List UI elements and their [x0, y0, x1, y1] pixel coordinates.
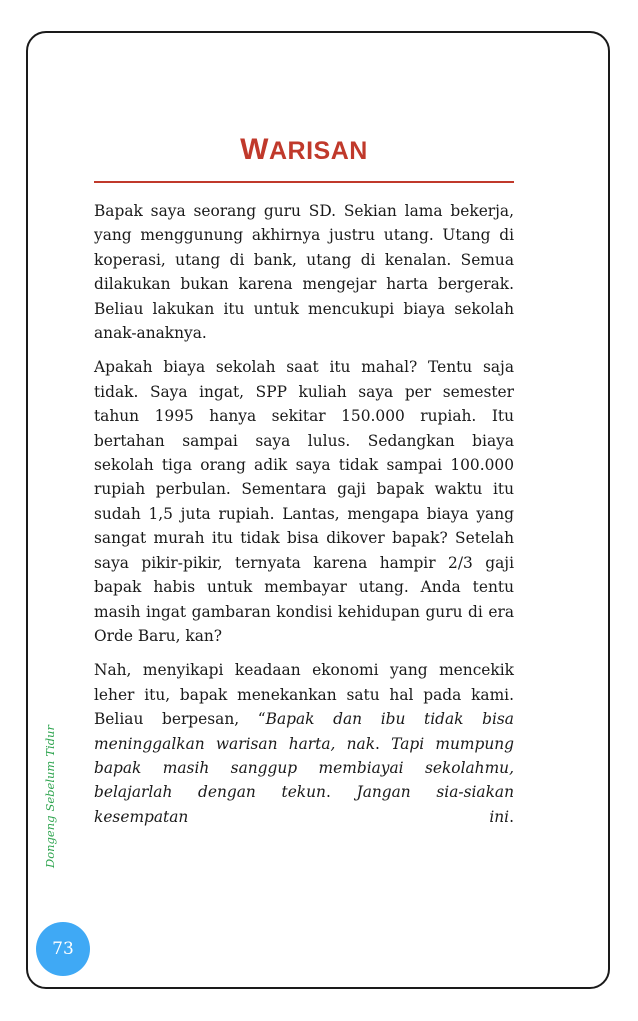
side-label-word-1: Dongeng [43, 815, 57, 868]
page-number-badge: 73 [36, 922, 90, 976]
paragraph-3-quote-2: Tapi mumpung bapak masih sanggup membiayai sekolahmu, belajarlah dengan tekun [94, 734, 515, 802]
paragraph-3-dot-2: . [325, 783, 331, 802]
body-text [94, 199, 514, 839]
title-underline [94, 181, 514, 183]
paragraph-2: Apakah biaya sekolah saat itu mahal? Tentu saja tidak. Saya ingat, SPP kuliah saya per semester tahun 1995 hanya sekitar 150.000 rupiah. Itu bertahan sampai saya lulus. Sedangkan biaya sekolah tiga orang adik saya tidak sampai 100.000 rupiah perbulan. Sementara gaji bapak waktu itu sudah 1,5 juta rupiah. Lantas, mengapa biaya yang sangat murah itu tidak bisa dikover bapak? Setelah saya pikir-pikir, ternyata karena hampir 2/3 gaji bapak habis untuk membayar utang. Anda tentu masih ingat gambaran kondisi kehidupan guru di era Orde Baru, kan? [94, 358, 514, 645]
paragraph-3 [94, 658, 514, 829]
paragraph-3-dot-1: . [375, 734, 380, 753]
paragraph-3-quote-1: Bapak dan ibu tidak bisa meninggalkan warisan harta, nak [94, 710, 514, 753]
paragraph-1: Bapak saya seorang guru SD. Sekian lama bekerja, yang menggunung akhirnya justru utang. Utang di koperasi, utang di bank, utang di kenalan. Semua dilakukan bukan karena mengejar harta bergerak. Beliau lakukan itu untuk mencukupi biaya sekolah anak-anaknya. [94, 202, 514, 343]
chapter-title-rest: ARISAN [268, 137, 368, 165]
paragraph-3-quote-3: Jangan sia-siakan kesempatan ini [94, 783, 514, 826]
chapter-title-initial: W [240, 133, 269, 166]
chapter-title [94, 135, 514, 166]
book-title-side-label [43, 721, 57, 868]
paragraph-3-intro: Nah, menyikapi keadaan ekonomi yang mencekik leher itu, bapak menekankan satu hal pada kami. Beliau berpesan, “ [94, 661, 514, 729]
paragraph-3-dot-3: . [509, 807, 514, 826]
side-label-word-3: Tidur [43, 725, 57, 757]
side-label-word-2: Sebelum [43, 760, 57, 812]
